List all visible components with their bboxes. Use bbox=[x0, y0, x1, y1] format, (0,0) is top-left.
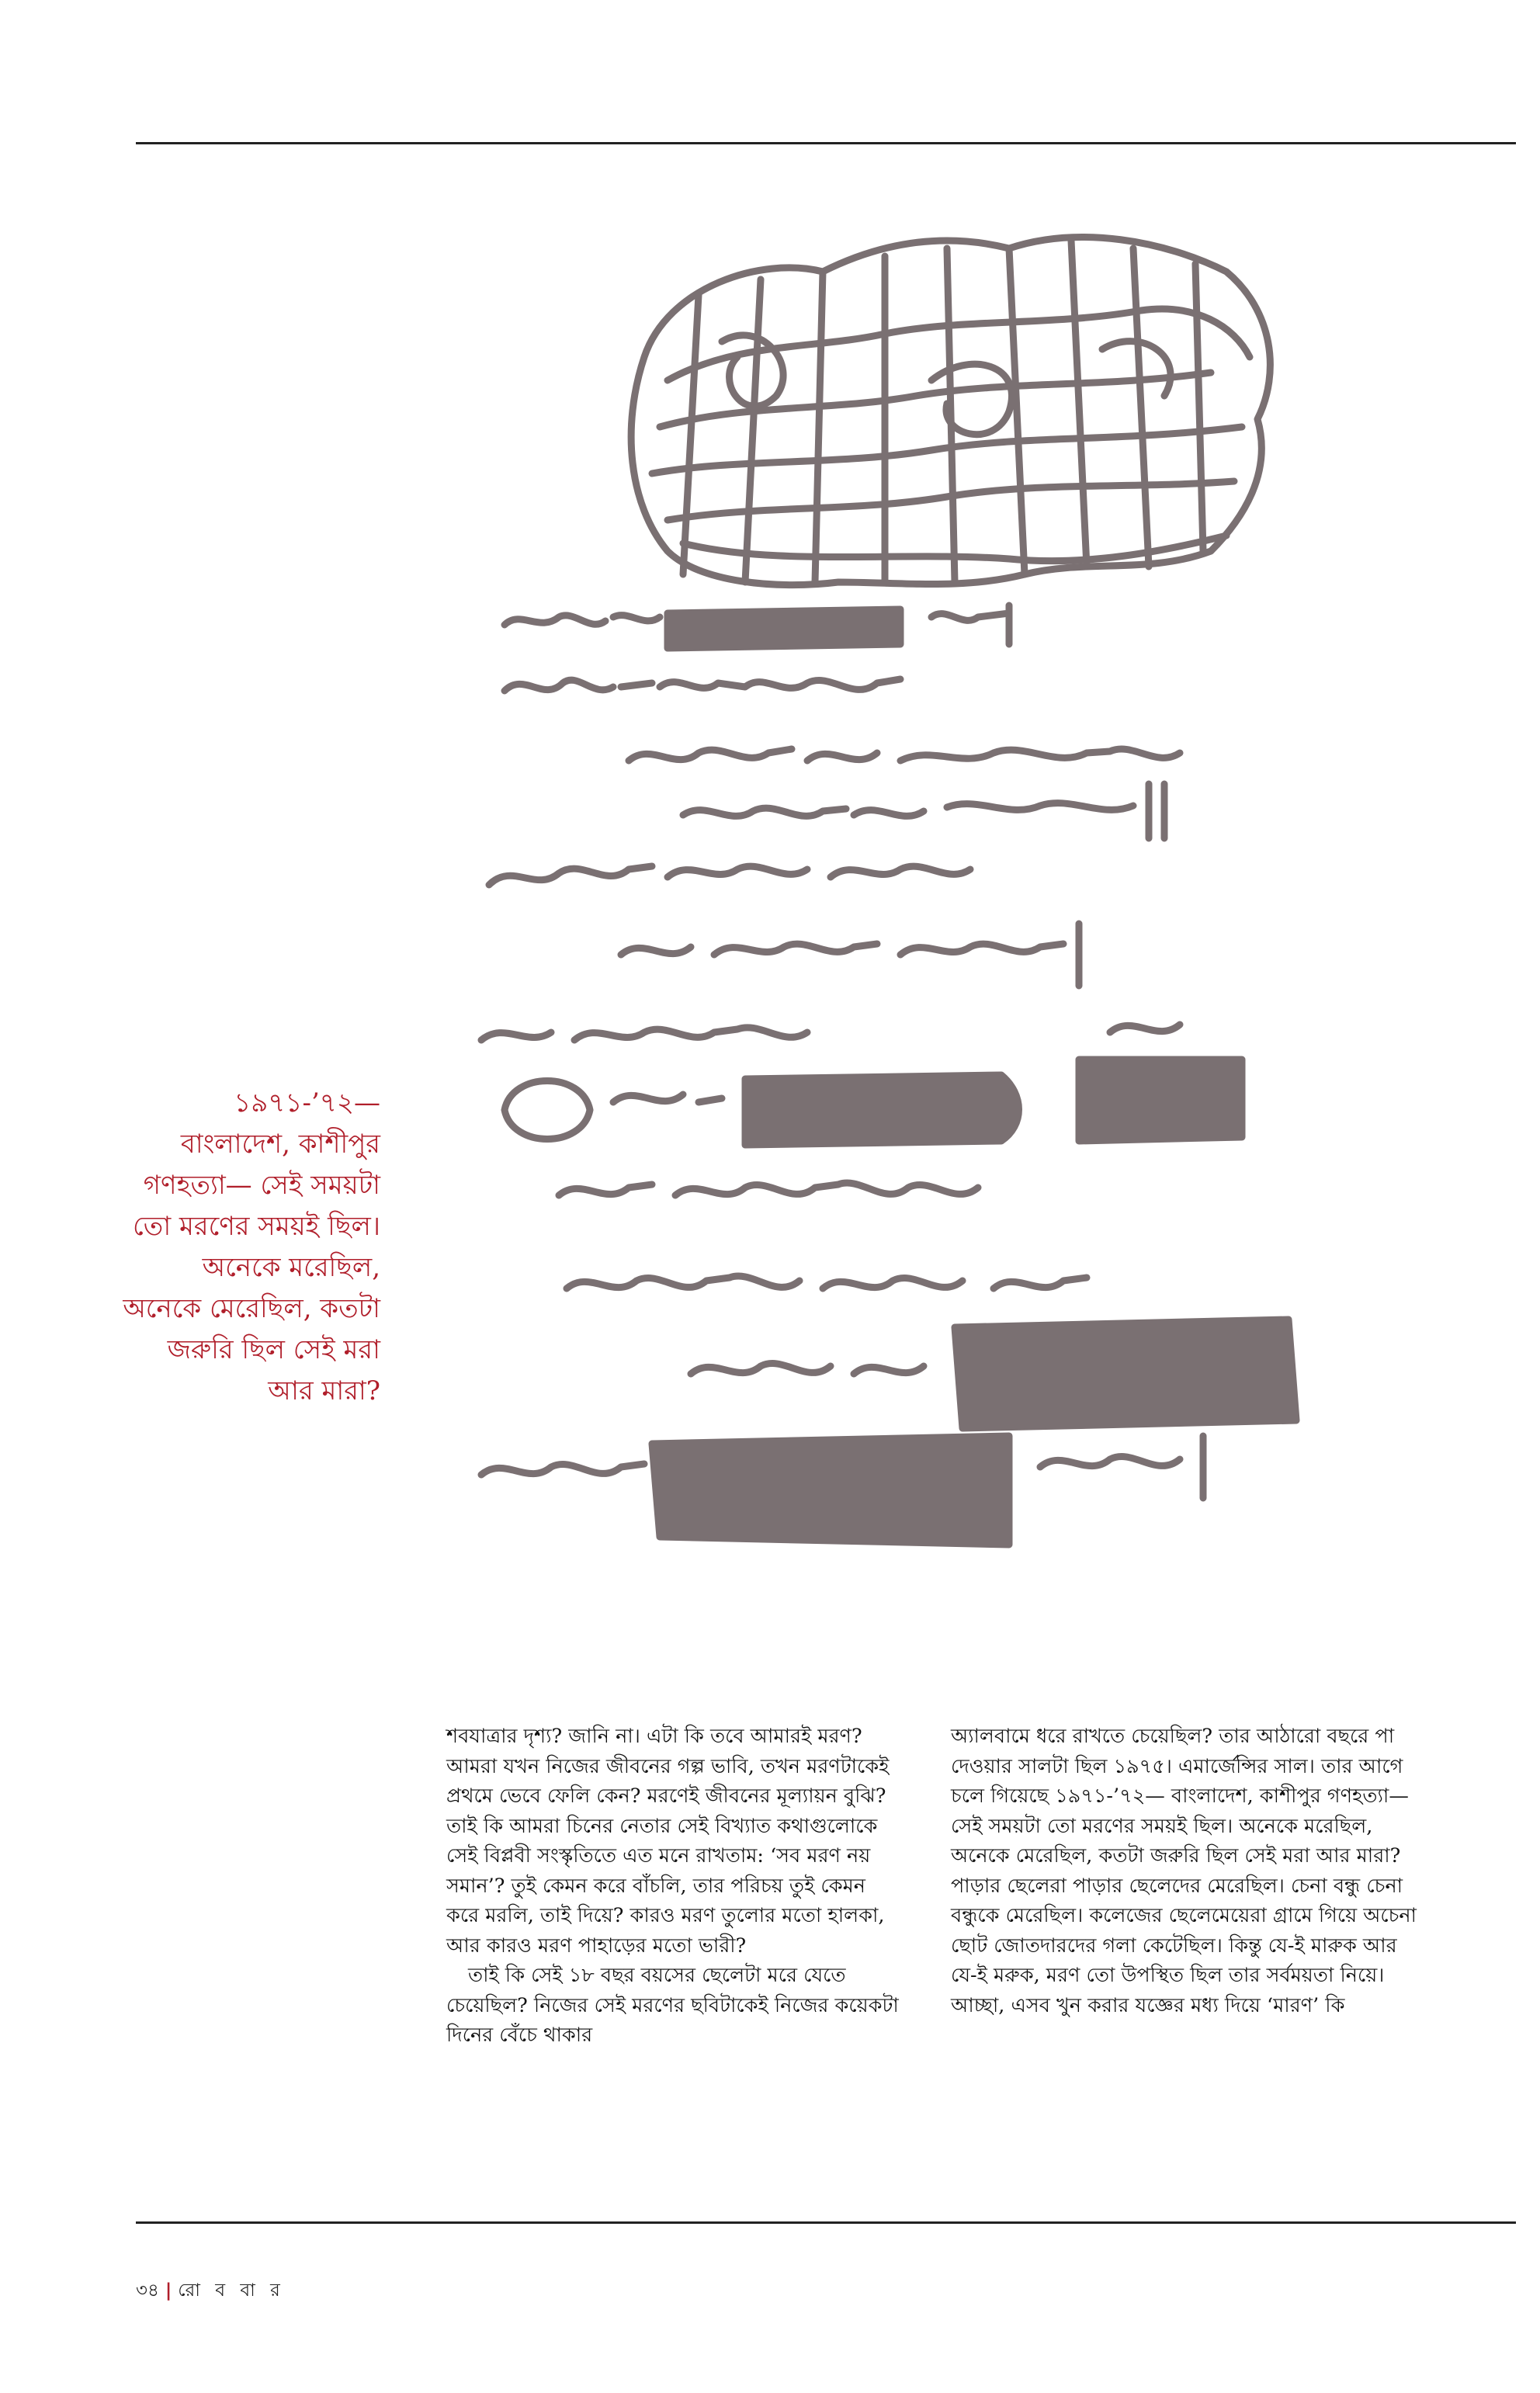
manuscript-line-2 bbox=[505, 679, 900, 691]
page-footer bbox=[136, 2276, 285, 2306]
manuscript-line-5 bbox=[489, 866, 970, 885]
footer-separator: | bbox=[165, 2280, 172, 2301]
body-paragraph: তাই কি সেই ১৮ বছর বয়সের ছেলেটা মরে যেতে চেয়েছিল? নিজের সেই মরণের ছবিটাকেই নিজের কয়েকটা দিনের বেঁচে থাকার bbox=[446, 1964, 899, 2047]
body-column-2 bbox=[951, 1722, 1424, 2020]
body-paragraph: শবযাত্রার দৃশ্য? জানি না। এটা কি তবে আমারই মরণ? আমরা যখন নিজের জীবনের গল্প ভাবি, তখন মরণটাকেই প্রথমে ভেবে ফেলি কেন? মরণেই জীবনের মূল্যায়ন বুঝি? তাই কি আমরা চিনের নেতার সেই বিখ্যাত কথাগুলোকে সেই বিপ্লবী সংস্কৃতিতে এত মনে রাখতাম: ‘সব মরণ নয় সমান’? তুই কেমন করে বাঁচলি, তার পরিচয় তুই কেমন করে মরলি, তাই দিয়ে? কারও মরণ তুলোর মতো হালকা, আর কারও মরণ পাহাড়ের মতো ভারী? bbox=[446, 1725, 890, 1958]
pull-quote: ১৯৭১-’৭২— বাংলাদেশ, কাশীপুর গণহত্যা— সেই সময়টা তো মরণের সময়ই ছিল। অনেকে মরেছিল, অনেকে মেরেছিল, কতটা জরুরি ছিল সেই মরা আর মারা? bbox=[123, 1087, 380, 1406]
manuscript-line-1 bbox=[505, 605, 1009, 648]
page-number: ৩৪ bbox=[136, 2280, 159, 2301]
manuscript-line-8 bbox=[505, 1060, 1242, 1145]
handwritten-manuscript-illustration bbox=[466, 225, 1382, 1669]
manuscript-line-11 bbox=[691, 1320, 1296, 1428]
manuscript-line-7 bbox=[481, 1025, 1180, 1040]
manuscript-line-9 bbox=[559, 1183, 978, 1195]
bottom-rule bbox=[136, 2221, 1516, 2224]
manuscript-line-3 bbox=[629, 749, 1180, 761]
scribble-blob bbox=[631, 238, 1270, 585]
body-paragraph: অ্যালবামে ধরে রাখতে চেয়েছিল? তার আঠারো বছরে পা দেওয়ার সালটা ছিল ১৯৭৫। এমার্জেন্সির সাল। তার আগে চলে গিয়েছে ১৯৭১-’৭২— বাংলাদেশ, কাশীপুর গণহত্যা— সেই সময়টা তো মরণের সময়ই ছিল। অনেকে মরেছিল, অনেকে মেরেছিল, কতটা জরুরি ছিল সেই মরা আর মারা? পাড়ার ছেলেরা পাড়ার ছেলেদের মেরেছিল। চেনা বন্ধু চেনা বন্ধুকে মেরেছিল। কলেজের ছেলেমেয়েরা গ্রামে গিয়ে অচেনা ছোট জোতদারদের গলা কেটেছিল। কিন্তু যে-ই মারুক আর যে-ই মরুক, মরণ তো উপস্থিত ছিল তার সর্বময়তা নিয়ে। আচ্ছা, এসব খুন করার যজ্ঞের মধ্য দিয়ে ‘মারণ’ কি bbox=[951, 1725, 1417, 2017]
magazine-name: রো ব বা র bbox=[178, 2280, 285, 2301]
manuscript-line-12 bbox=[481, 1436, 1203, 1545]
body-column-1 bbox=[446, 1722, 900, 2051]
manuscript-line-10 bbox=[567, 1276, 1087, 1288]
manuscript-line-4 bbox=[683, 784, 1164, 838]
manuscript-line-6 bbox=[621, 924, 1079, 986]
top-rule bbox=[136, 142, 1516, 144]
